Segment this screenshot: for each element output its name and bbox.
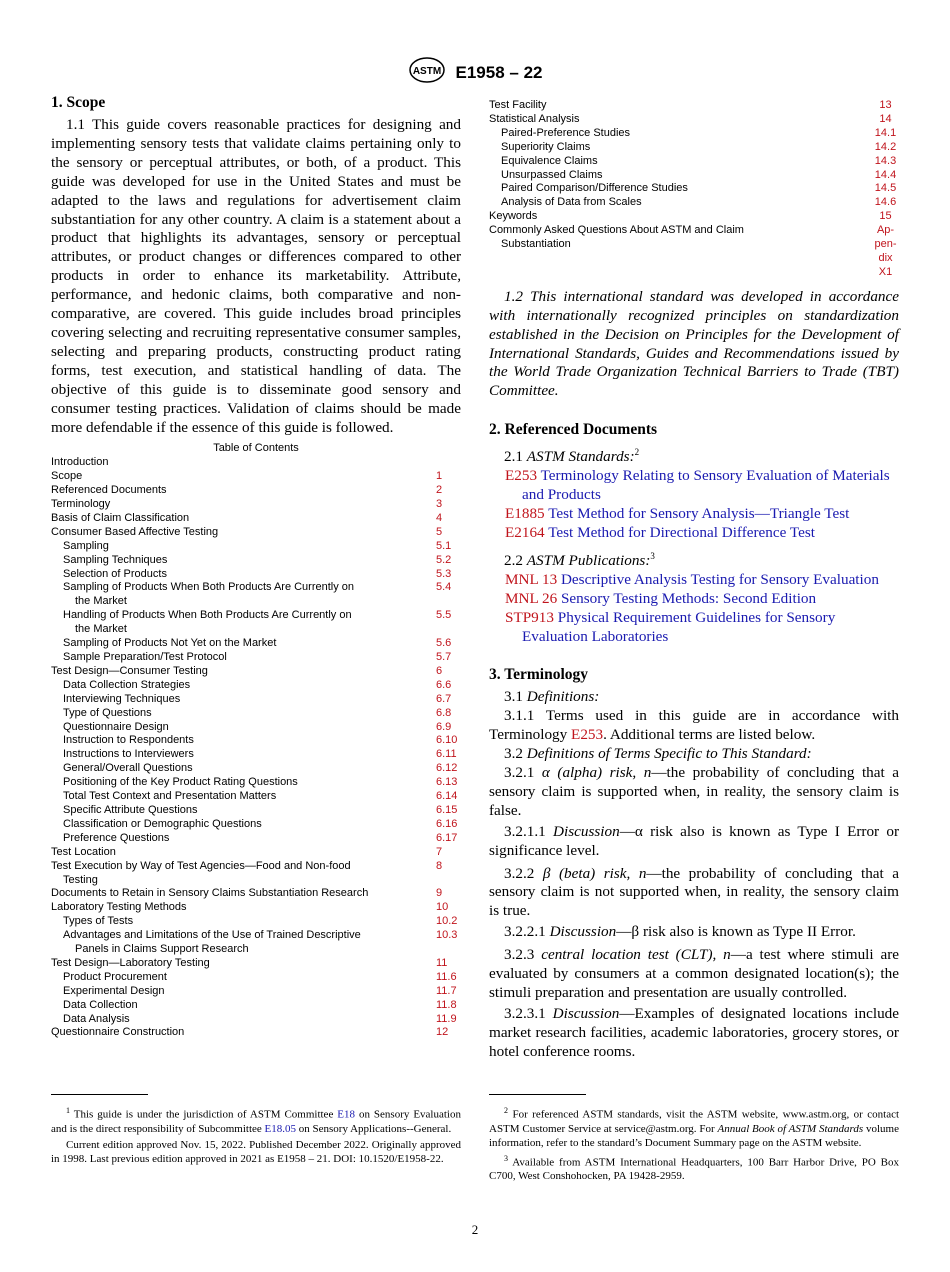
toc-entry-number[interactable]: 14.4: [874, 168, 897, 181]
toc-entry-number[interactable]: 5: [436, 525, 443, 538]
toc-entry-number[interactable]: 10: [436, 901, 449, 914]
paragraph-3-2: 3.2 Definitions of Terms Specific to This Standard:: [504, 745, 812, 763]
toc-entry-number[interactable]: 7: [436, 845, 443, 858]
toc-entry-number[interactable]: 5.3: [436, 567, 452, 580]
toc-entry-number[interactable]: [423, 456, 436, 470]
toc-row[interactable]: [51, 484, 461, 498]
toc-row[interactable]: [489, 182, 899, 196]
toc-entry-number[interactable]: 15: [879, 210, 892, 223]
toc-entry-text: Analysis of Data from Scales: [501, 196, 642, 209]
toc-entry-text: Test Design—Laboratory Testing: [51, 956, 210, 969]
toc-entry-text: Test Facility: [489, 99, 547, 111]
toc-entry-number[interactable]: 8: [436, 859, 443, 872]
referenced-documents-heading: 2. Referenced Documents: [489, 421, 658, 439]
toc-entry-text: Paired Comparison/Difference Studies: [501, 182, 688, 195]
footnote-rule-left: [51, 1094, 148, 1095]
toc-entry-text: Types of Tests: [63, 915, 134, 928]
toc-entry-number[interactable]: 13: [879, 99, 892, 111]
toc-entry-text: Instructions to Interviewers: [63, 748, 194, 761]
toc-entry-text: Sampling of Products Not Yet on the Market: [63, 637, 277, 650]
toc-entry-text: Type of Questions: [63, 706, 152, 719]
toc-row[interactable]: [51, 734, 461, 748]
toc-row[interactable]: [51, 860, 461, 888]
toc-entry-text: Paired-Preference Studies: [501, 126, 631, 139]
toc-row[interactable]: [51, 679, 461, 693]
toc-row[interactable]: [51, 568, 461, 582]
toc-entry-text: Superiority Claims: [501, 140, 591, 153]
toc-entry-text: Introduction: [51, 456, 109, 469]
link-e1805[interactable]: E18.05: [264, 1122, 297, 1135]
toc-row[interactable]: [51, 581, 461, 609]
toc-row[interactable]: [51, 957, 461, 971]
toc-entry-number[interactable]: 6.14: [436, 790, 458, 803]
toc-row[interactable]: [51, 693, 461, 707]
toc-row[interactable]: [489, 113, 899, 127]
toc-row[interactable]: [51, 721, 461, 735]
toc-entry-number[interactable]: 5.4: [436, 581, 452, 594]
toc-row[interactable]: [51, 804, 461, 818]
paragraph-2-2: 2.2 ASTM Publications:$^3$: [504, 550, 655, 569]
paragraph-1-2: 1.2 This international standard was developed in accordance with internationally recognized principles on standardization established in the Decision on Principles for the Development of International Standards, Guides and Recommendations issued by the World Trade Organization Technical Barriers to Trade (TBT) Committee.: [489, 287, 899, 400]
toc-row[interactable]: [51, 540, 461, 554]
toc-left-list: [51, 456, 461, 1040]
toc-row[interactable]: [51, 915, 461, 929]
toc-entry-number[interactable]: 10.2: [436, 915, 458, 928]
toc-entry-text: Total Test Context and Presentation Matters: [63, 790, 277, 803]
toc-entry-number[interactable]: 11.9: [436, 1012, 457, 1025]
toc-title: Table of Contents: [213, 442, 299, 455]
toc-row[interactable]: [489, 210, 899, 224]
reference-item[interactable]: E2164 Test Method for Directional Difference Test: [505, 523, 815, 541]
toc-row[interactable]: [51, 1026, 461, 1040]
toc-entry-text: General/Overall Questions: [63, 762, 193, 775]
reference-item[interactable]: MNL 26 Sensory Testing Methods: Second Edition: [505, 589, 817, 607]
svg-text:ASTM: ASTM: [412, 66, 441, 77]
toc-row-appendix[interactable]: Commonly Asked Questions About ASTM and Claim Substantiation Ap- pen- dix X1: [489, 224, 897, 278]
toc-entry-text: Sampling of Products When Both Products Are Currently on the Market: [63, 581, 355, 608]
toc-entry-number[interactable]: 6.6: [436, 678, 452, 691]
toc-entry-number[interactable]: 6.13: [436, 776, 458, 789]
toc-entry-text: Classification or Demographic Questions: [63, 817, 262, 830]
toc-entry-text: Advantages and Limitations of the Use of Trained Descriptive Panels in Claims Support Research: [63, 929, 361, 956]
toc-continued: [489, 99, 899, 280]
toc-row[interactable]: [51, 470, 461, 484]
footnote-2-3: $^2$ For referenced ASTM standards, visit the ASTM website, www.astm.org, or contact ASTM Customer Service at service@astm.org. For Annual Book of ASTM Standards volume information, refer to the standard’s Document Summary page on the ASTM website. $^3$ Available from ASTM International Headquarters, 100 Barr Harbor Drive, PO Box C700, West Conshohocken, PA 19428-2959.: [489, 1106, 900, 1183]
toc-row[interactable]: [489, 169, 899, 183]
toc-entry-text: Specific Attribute Questions: [63, 803, 198, 816]
toc-entry-number[interactable]: 5.5: [436, 609, 452, 622]
toc-row[interactable]: [51, 651, 461, 665]
toc-entry-number[interactable]: 3: [436, 498, 443, 511]
toc-entry-text: Scope: [51, 470, 83, 483]
paragraph-3-2-2: 3.2.2 β (beta) risk, n—the probability of concluding that a sensory claim is not supported when, in reality, the sensory claim is true.: [489, 864, 900, 920]
toc-entry-text: Basis of Claim Classification: [51, 511, 190, 524]
toc-row[interactable]: [51, 526, 461, 540]
table-of-contents: [51, 442, 461, 1040]
terminology-heading: 3. Terminology: [489, 666, 589, 684]
toc-entry-text: Selection of Products: [63, 567, 167, 580]
toc-row[interactable]: [51, 971, 461, 985]
toc-row[interactable]: [51, 762, 461, 776]
toc-row[interactable]: [51, 456, 461, 470]
toc-entry-text: Test Execution by Way of Test Agencies—Food and Non-food Testing: [51, 859, 351, 886]
toc-entry-text: Documents to Retain in Sensory Claims Substantiation Research: [51, 887, 369, 900]
toc-entry-number[interactable]: 5.1: [436, 539, 452, 552]
toc-entry-text: Questionnaire Design: [63, 720, 169, 733]
document-code: E1958 – 22: [455, 62, 543, 82]
toc-entry-number[interactable]: 6.16: [436, 817, 458, 830]
toc-row[interactable]: [51, 832, 461, 846]
paragraph-3-1-1: 3.1.1 Terms used in this guide are in accordance with Terminology E253. Additional terms are listed below.: [489, 707, 899, 744]
toc-right-list: [489, 99, 899, 224]
reference-item[interactable]: MNL 13 Descriptive Analysis Testing for Sensory Evaluation: [505, 570, 879, 588]
toc-entry-number[interactable]: 14.5: [874, 182, 897, 195]
toc-entry-text: Sampling: [63, 539, 109, 552]
footnote-1: $^1$ This guide is under the jurisdiction of ASTM Committee E18 on Sensory Evaluation and is the direct responsibility of Subcommittee E18.05 on Sensory Applications--General. Current edition approved Nov. 15, 2022. Published December 2022. Originally approved in 1998. Last previous edition approved in 2021 as E1958 – 21. DOI: 10.1520/E1958-22.: [51, 1106, 461, 1165]
toc-row[interactable]: [51, 901, 461, 915]
toc-entry-number[interactable]: 14: [879, 112, 892, 125]
toc-row[interactable]: [51, 1013, 461, 1027]
astm-publications-list: [489, 571, 899, 647]
toc-row[interactable]: [51, 554, 461, 568]
toc-row[interactable]: [51, 887, 461, 901]
toc-entry-number[interactable]: 10.3: [436, 929, 458, 942]
toc-entry-text: Keywords: [489, 210, 538, 223]
toc-row[interactable]: [489, 141, 899, 155]
toc-entry-text: Experimental Design: [63, 984, 165, 997]
paragraph-3-1: 3.1 Definitions:: [504, 688, 600, 706]
toc-entry-number[interactable]: 6.7: [436, 692, 452, 705]
toc-entry-text: Preference Questions: [63, 831, 170, 844]
toc-row[interactable]: [489, 196, 899, 210]
right-column: [489, 99, 899, 1062]
toc-row[interactable]: [489, 155, 899, 169]
toc-entry-number[interactable]: 6.10: [436, 734, 458, 747]
page-number: 2: [471, 1222, 479, 1237]
toc-entry-number[interactable]: 14.2: [874, 140, 897, 153]
toc-entry-number[interactable]: 14.3: [874, 154, 897, 167]
toc-row[interactable]: [489, 127, 899, 141]
toc-entry-number[interactable]: 14.6: [874, 196, 897, 209]
toc-entry-number[interactable]: 4: [436, 511, 443, 524]
toc-entry-text: Consumer Based Affective Testing: [51, 525, 219, 538]
toc-entry-number[interactable]: 11.8: [436, 998, 457, 1011]
toc-entry-number[interactable]: 6.8: [436, 706, 452, 719]
toc-row[interactable]: [51, 790, 461, 804]
toc-row[interactable]: [51, 609, 461, 637]
paragraph-1-1: 1.1 This guide covers reasonable practices for designing and implementing sensory tests that validate claims pertaining only to the sensory or perceptual attributes, or both, of a product. This guide was developed for use in the United States and must be adapted to the laws and regulations for advertisement claim substantiation for any other country. A claim is a statement about a product that highlights its advantages, sensory or perceptual attributes, or product changes or differences compared to other products in order to enhance its marketability. Attribute, performance, and hedonic claims, both comparative and non-comparative, are covered. This guide includes broad principles covering selecting and recruiting representative consumer samples, selecting and preparing products, constructing product rating forms, test execution, and statistical handling of data. The objective of this guide is to disseminate good sensory and consumer testing practices. Validation of claims should be made more defendable if the essence of this guide is followed.: [51, 116, 461, 436]
paragraph-3-2-3: 3.2.3 central location test (CLT), n—a test where stimuli are evaluated by consumers at a common designated location(s); the stimuli preparation and presentation are usually controlled.: [489, 946, 900, 1001]
toc-entry-text: Interviewing Techniques: [63, 692, 181, 705]
toc-entry-text: Sampling Techniques: [63, 553, 168, 566]
toc-entry-number[interactable]: 1: [436, 470, 443, 483]
toc-row[interactable]: [51, 637, 461, 651]
paragraph-3-2-1: 3.2.1 α (alpha) risk, n—the probability of concluding that a sensory claim is supported when, in reality, the sensory claim is false.: [489, 764, 900, 819]
paragraph-3-2-3-1: 3.2.3.1 Discussion—Examples of designated locations include market research facilities, academic laboratories, grocery stores, or hotel conference rooms.: [489, 1004, 899, 1060]
toc-entry-text: Statistical Analysis: [489, 112, 580, 125]
toc-entry-number[interactable]: 6: [436, 664, 443, 677]
toc-entry-text: Positioning of the Key Product Rating Questions: [63, 776, 298, 789]
toc-entry-text: Test Location: [51, 845, 116, 858]
toc-row[interactable]: [489, 99, 899, 113]
toc-entry-number[interactable]: 6.12: [436, 762, 458, 775]
toc-entry-text: Data Collection Strategies: [63, 678, 191, 691]
toc-row[interactable]: [51, 929, 461, 957]
toc-row[interactable]: [51, 818, 461, 832]
toc-entry-text: Data Collection: [63, 998, 138, 1011]
toc-entry-number[interactable]: 5.2: [436, 553, 452, 566]
toc-row[interactable]: [51, 985, 461, 999]
toc-entry-text: Terminology: [51, 498, 111, 511]
toc-row[interactable]: [51, 498, 461, 512]
toc-entry-text: Instruction to Respondents: [63, 734, 194, 747]
toc-entry-text: Referenced Documents: [51, 484, 167, 497]
link-e18[interactable]: E18: [337, 1108, 356, 1121]
left-column: [51, 94, 461, 1040]
toc-entry-number[interactable]: 11: [436, 956, 448, 969]
toc-entry-text: Sample Preparation/Test Protocol: [63, 651, 227, 663]
toc-entry-number[interactable]: 5.6: [436, 637, 452, 650]
toc-row[interactable]: [51, 999, 461, 1013]
toc-row[interactable]: [51, 748, 461, 762]
toc-entry-number[interactable]: 11.7: [436, 984, 457, 997]
toc-entry-text: Unsurpassed Claims: [501, 168, 603, 181]
toc-entry-text: Product Procurement: [63, 970, 167, 983]
toc-entry-number[interactable]: 11.6: [436, 970, 457, 983]
toc-entry-number[interactable]: 6.17: [436, 831, 458, 844]
toc-entry-number[interactable]: 6.11: [436, 748, 457, 761]
toc-entry-text: Data Analysis: [63, 1012, 130, 1025]
reference-item[interactable]: E253 Terminology Relating to Sensory Evaluation of Materials and Products: [505, 467, 890, 504]
toc-entry-text: Handling of Products When Both Products Are Currently on the Market: [63, 609, 352, 636]
paragraph-3-2-1-1: 3.2.1.1 Discussion—α risk also is known as Type I Error or significance level.: [489, 822, 900, 859]
toc-entry-number[interactable]: 6.9: [436, 720, 452, 733]
toc-entry-number[interactable]: 9: [436, 887, 443, 900]
toc-row[interactable]: [51, 512, 461, 526]
toc-row[interactable]: [51, 707, 461, 721]
toc-entry-number[interactable]: 6.15: [436, 803, 458, 816]
footnote-rule-right: [489, 1094, 586, 1095]
toc-entry-text: Test Design—Consumer Testing: [51, 664, 208, 677]
page-header: [0, 56, 950, 89]
toc-entry-number[interactable]: 2: [436, 484, 443, 497]
toc-entry-number[interactable]: 14.1: [874, 126, 897, 139]
toc-row[interactable]: [51, 665, 461, 679]
toc-entry-text: Equivalence Claims: [501, 154, 598, 167]
reference-item[interactable]: E1885 Test Method for Sensory Analysis—Triangle Test: [505, 505, 850, 522]
toc-row[interactable]: [51, 776, 461, 790]
astm-logo: [408, 56, 446, 89]
toc-entry-number[interactable]: 12: [436, 1026, 449, 1039]
toc-row[interactable]: [51, 846, 461, 860]
reference-item[interactable]: STP913 Physical Requirement Guidelines for Sensory Evaluation Laboratories: [505, 608, 836, 645]
toc-entry-text: Questionnaire Construction: [51, 1026, 185, 1039]
link-e253[interactable]: E253: [571, 726, 604, 744]
toc-entry-number[interactable]: 5.7: [436, 651, 452, 663]
paragraph-2-1: 2.1 ASTM Standards:$^2$: [504, 447, 640, 466]
astm-standards-list: [489, 467, 899, 543]
scope-heading: 1. Scope: [51, 94, 106, 111]
toc-entry-text: Laboratory Testing Methods: [51, 901, 187, 914]
paragraph-3-2-2-1: 3.2.2.1 Discussion—β risk also is known as Type II Error.: [504, 923, 856, 941]
